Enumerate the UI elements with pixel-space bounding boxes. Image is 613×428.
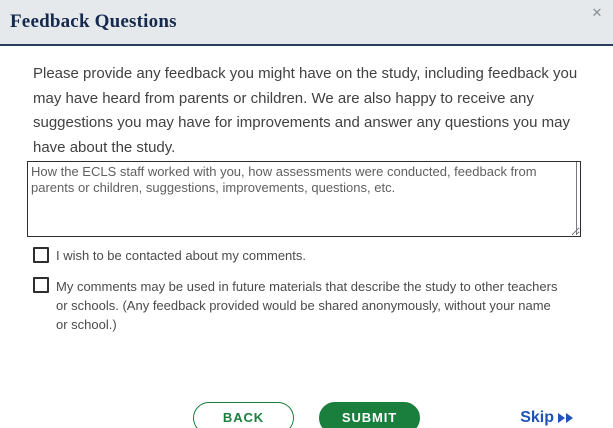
contact-checkbox-label: I wish to be contacted about my comments.: [56, 248, 307, 263]
future-materials-checkbox-label: My comments may be used in future materials that describe the study to other teachers or schools. (Any feedback provided would be shared anonymously, without your name or school.): [56, 279, 558, 332]
actions-row: [27, 401, 586, 428]
close-icon[interactable]: ✕: [587, 3, 607, 23]
skip-link-label: Skip: [520, 408, 554, 426]
feedback-textarea-wrap: [27, 161, 586, 237]
modal-header: [0, 0, 613, 46]
contact-checkbox-row[interactable]: [33, 246, 586, 265]
feedback-textarea[interactable]: [27, 161, 581, 237]
intro-text: Please provide any feedback you might have on the study, including feedback you may have heard from parents or children. We are also happy to receive any suggestions you may have for improvements and answer any questions you may have about the study.: [33, 65, 578, 156]
back-button[interactable]: BACK: [193, 402, 294, 428]
textarea-scrollbar[interactable]: [576, 162, 577, 235]
future-materials-checkbox[interactable]: [33, 277, 49, 293]
modal-body: [0, 62, 613, 428]
modal-title: Feedback Questions: [10, 11, 177, 32]
contact-checkbox[interactable]: [33, 247, 49, 263]
skip-link[interactable]: [520, 409, 573, 427]
future-materials-checkbox-row[interactable]: [33, 276, 586, 334]
submit-button[interactable]: SUBMIT: [319, 402, 420, 428]
double-arrow-right-icon: [557, 413, 573, 423]
